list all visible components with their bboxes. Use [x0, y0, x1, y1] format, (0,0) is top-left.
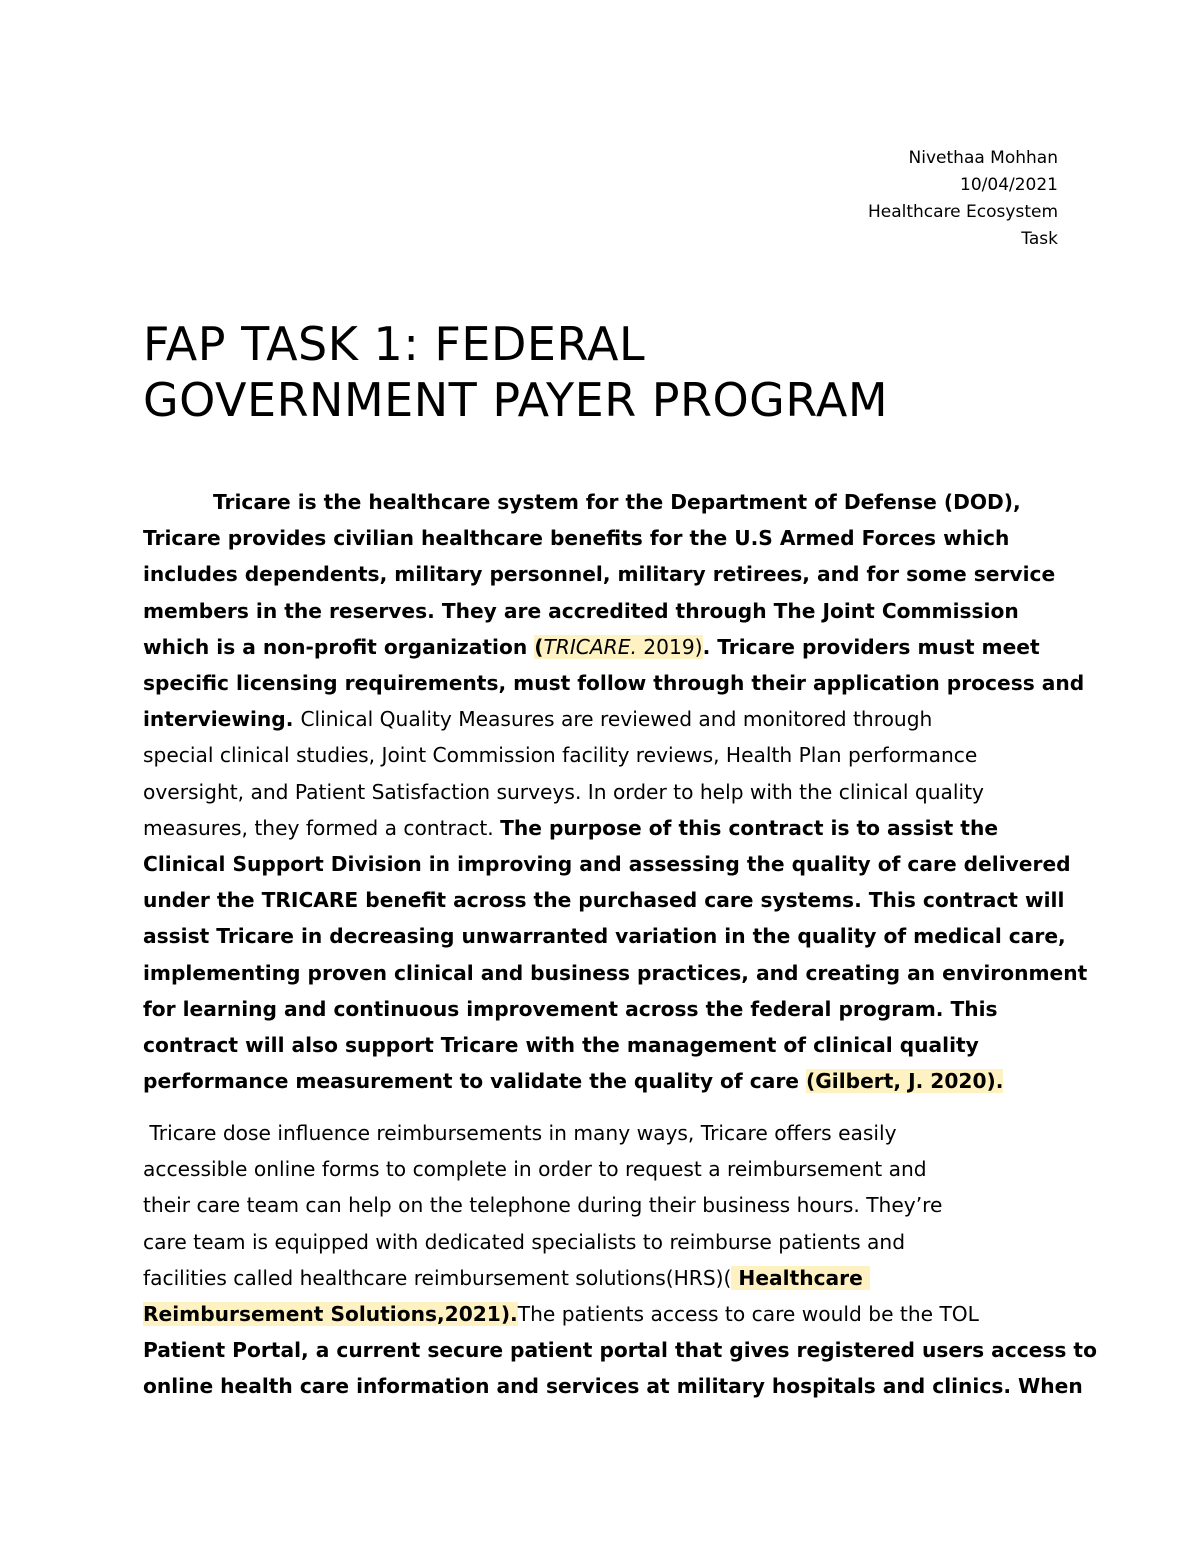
paragraph-line	[143, 1260, 1073, 1296]
line-text: measures, they formed a contract.	[143, 815, 501, 840]
document-title	[143, 316, 1083, 428]
paragraph-line: contract will also support Tricare with the management of clinical quality	[143, 1033, 979, 1058]
paragraph-line: specific licensing requirements, must follow through their application process and	[143, 671, 1085, 696]
paragraph-line: oversight, and Patient Satisfaction surveys. In order to help with the clinical quality	[143, 779, 984, 804]
paragraph-line: special clinical studies, Joint Commission facility reviews, Health Plan performance	[143, 743, 978, 768]
line-text: interviewing.	[143, 707, 301, 732]
line-text: performance measurement to validate the quality of care	[143, 1069, 807, 1094]
author-name: Nivethaa Mohhan	[908, 148, 1058, 168]
line-text: The purpose of this contract is to assist the	[500, 815, 999, 840]
paragraph-line	[143, 629, 1073, 665]
citation-hrs-continued: Reimbursement Solutions,2021).	[143, 1302, 518, 1327]
line-text: The patients access to care would be the TOL	[517, 1302, 979, 1327]
paragraph-line: implementing proven clinical and business practices, and creating an environment	[143, 960, 1088, 985]
document-date: 10/04/2021	[960, 175, 1058, 195]
citation-open: (	[534, 634, 544, 659]
paragraph-line: online health care information and services at military hospitals and clinics. When	[143, 1374, 1083, 1399]
paragraph-line: members in the reserves. They are accredited through The Joint Commission	[143, 598, 1019, 623]
paragraph-line: assist Tricare in decreasing unwarranted variation in the quality of medical care,	[143, 924, 1066, 949]
paragraph-line: accessible online forms to complete in order to request a reimbursement and	[143, 1157, 927, 1182]
paragraph-line: care team is equipped with dedicated specialists to reimburse patients and	[143, 1229, 906, 1254]
paragraph-line	[143, 1296, 1073, 1332]
line-text: . Tricare providers must meet	[702, 634, 1040, 659]
paragraph-line: for learning and continuous improvement across the federal program. This	[143, 996, 998, 1021]
paragraph-line: their care team can help on the telephone during their business hours. They’re	[143, 1193, 943, 1218]
paragraph-2	[143, 1115, 1097, 1405]
line-text: facilities called healthcare reimbursement solutions(HRS)(	[143, 1265, 732, 1290]
title-line-2: GOVERNMENT PAYER PROGRAM	[143, 373, 889, 427]
citation-hrs: Healthcare	[731, 1265, 870, 1290]
paragraph-line: Tricare provides civilian healthcare benefits for the U.S Armed Forces which	[143, 526, 1010, 551]
line-text: Clinical Quality Measures are reviewed and monitored through	[300, 707, 933, 732]
line-text: which is a non-profit organization	[143, 634, 535, 659]
citation-source: TRICARE.	[543, 634, 637, 659]
citation-year: 2019)	[636, 634, 703, 659]
paragraph-line: includes dependents, military personnel, military retirees, and for some service	[143, 562, 1056, 587]
course-name: Healthcare Ecosystem	[867, 202, 1058, 222]
paragraph-line	[143, 810, 1073, 846]
paragraph-line	[143, 701, 1073, 737]
paragraph-line: Clinical Support Division in improving and assessing the quality of care delivered	[143, 852, 1071, 877]
paragraph-line: under the TRICARE benefit across the purchased care systems. This contract will	[143, 888, 1065, 913]
paragraph-line: Tricare is the healthcare system for the Department of Defense (DOD),	[213, 490, 1021, 514]
document-header	[868, 145, 1058, 253]
paragraph-1	[143, 484, 1088, 1099]
citation-gilbert: (Gilbert, J. 2020).	[806, 1069, 1004, 1094]
assignment-name: Task	[1021, 229, 1058, 249]
title-line-1: FAP TASK 1: FEDERAL	[143, 317, 646, 371]
paragraph-line	[143, 1063, 1073, 1099]
citation-tricare	[534, 635, 702, 659]
paragraph-line: Tricare dose influence reimbursements in many ways, Tricare offers easily	[143, 1121, 897, 1145]
paragraph-line: Patient Portal, a current secure patient portal that gives registered users access to	[143, 1338, 1097, 1363]
